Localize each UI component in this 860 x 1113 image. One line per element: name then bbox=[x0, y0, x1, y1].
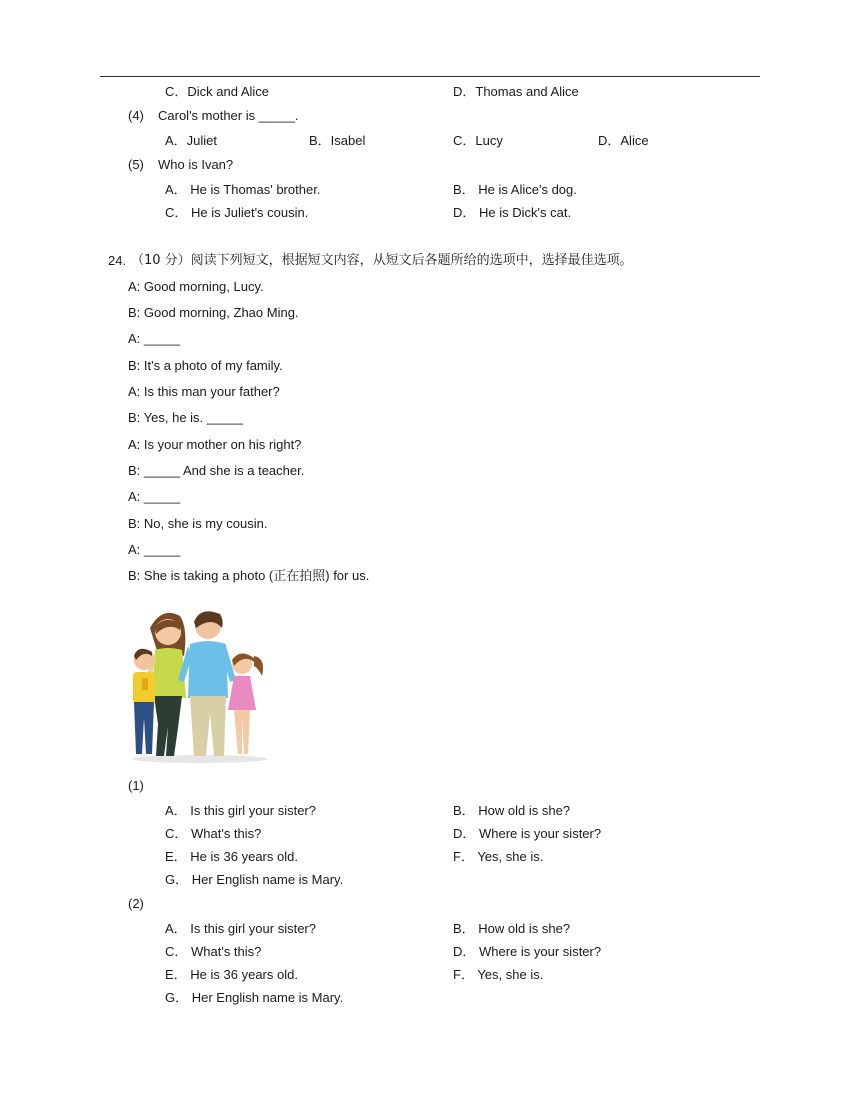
option-a[interactable]: A． He is Thomas' brother. bbox=[165, 182, 321, 197]
option-f[interactable]: F． Yes, she is. bbox=[453, 849, 544, 864]
question-number: (2) bbox=[128, 896, 144, 911]
question-number: (5) bbox=[128, 157, 144, 172]
dialogue-line: A: Is your mother on his right? bbox=[128, 437, 302, 452]
option-d[interactable]: D．Thomas and Alice bbox=[453, 84, 579, 99]
option-f[interactable]: F． Yes, she is. bbox=[453, 967, 544, 982]
option-a[interactable]: A． Is this girl your sister? bbox=[165, 921, 316, 936]
option-e[interactable]: E． He is 36 years old. bbox=[165, 967, 298, 982]
option-d[interactable]: D． Where is your sister? bbox=[453, 826, 602, 841]
question-stem: Carol's mother is _____. bbox=[158, 108, 299, 123]
dialogue-line: B: Good morning, Zhao Ming. bbox=[128, 305, 299, 320]
option-c[interactable]: C．Lucy bbox=[453, 133, 503, 148]
question-number: 24. bbox=[108, 253, 127, 268]
dialogue-line: B: No, she is my cousin. bbox=[128, 516, 268, 531]
option-b[interactable]: B． How old is she? bbox=[453, 921, 571, 936]
dialogue-line: A: _____ bbox=[128, 542, 181, 557]
option-b[interactable]: B． He is Alice's dog. bbox=[453, 182, 577, 197]
option-b[interactable]: B． How old is she? bbox=[453, 803, 571, 818]
dialogue-line: B: _____ And she is a teacher. bbox=[128, 463, 305, 478]
dialogue-line: A: _____ bbox=[128, 489, 181, 504]
option-c[interactable]: C． What's this? bbox=[165, 826, 262, 841]
option-c[interactable]: C． He is Juliet's cousin. bbox=[165, 205, 309, 220]
option-a[interactable]: A． Is this girl your sister? bbox=[165, 803, 316, 818]
dialogue-line: A: _____ bbox=[128, 331, 181, 346]
option-c[interactable]: C． What's this? bbox=[165, 944, 262, 959]
option-d[interactable]: D． He is Dick's cat. bbox=[453, 205, 572, 220]
dialogue-line: B: She is taking a photo (正在拍照) for us. bbox=[128, 568, 370, 583]
dialogue-line: B: Yes, he is. _____ bbox=[128, 410, 243, 425]
option-e[interactable]: E． He is 36 years old. bbox=[165, 849, 298, 864]
dialogue-line: B: It's a photo of my family. bbox=[128, 358, 283, 373]
option-a[interactable]: A．Juliet bbox=[165, 133, 218, 148]
question-number: (1) bbox=[128, 778, 144, 793]
question-number: (4) bbox=[128, 108, 144, 123]
question-instructions: （10 分）阅读下列短文，根据短文内容，从短文后各题所给的选项中，选择最佳选项。 bbox=[131, 253, 633, 268]
option-b[interactable]: B．Isabel bbox=[309, 133, 366, 148]
family-photo-illustration bbox=[128, 606, 272, 764]
option-d[interactable]: D．Alice bbox=[598, 133, 649, 148]
option-g[interactable]: G． Her English name is Mary. bbox=[165, 990, 344, 1005]
dialogue-line: A: Is this man your father? bbox=[128, 384, 280, 399]
option-d[interactable]: D． Where is your sister? bbox=[453, 944, 602, 959]
question-stem: Who is Ivan? bbox=[158, 157, 234, 172]
option-g[interactable]: G． Her English name is Mary. bbox=[165, 872, 344, 887]
dialogue-line: A: Good morning, Lucy. bbox=[128, 279, 264, 294]
option-c[interactable]: C．Dick and Alice bbox=[165, 84, 270, 99]
header-rule bbox=[100, 76, 760, 77]
